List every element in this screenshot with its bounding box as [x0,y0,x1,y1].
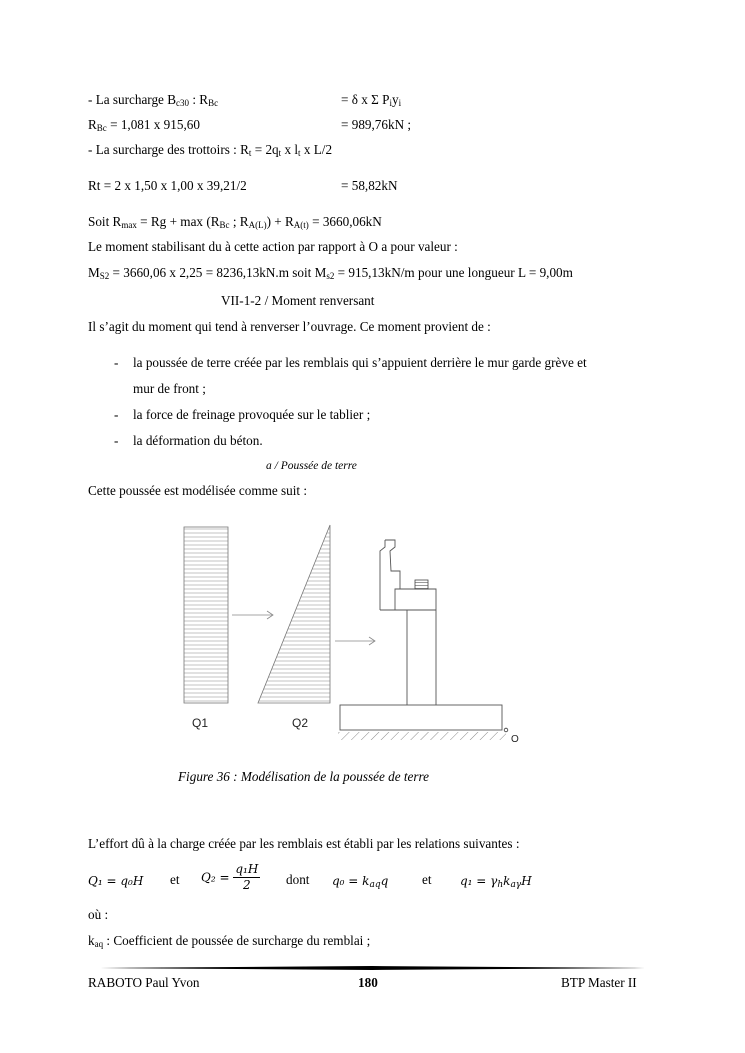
bullet-item: la poussée de terre créée par les remblais qui s’appuient derrière le mur garde grève et [133,355,587,370]
line-surcharge-trottoirs: - La surcharge des trottoirs : $R_t = 2q_t$ x $l_t$ x L/2 [88,142,333,158]
formula-et: et [422,872,432,887]
footer-course: BTP Master II [561,975,637,990]
formula-q2: Q₂ = $\frac{\text{q₁H}}{2}$ [201,862,259,892]
effort-paragraph: L’effort dû à la charge créée par les remblais est établi par les relations suivantes : [88,836,520,851]
formula-q1-def: $q_1 = \gamma_hk_{a\gamma}H$ [460,874,532,890]
formula-q1: Q₁ = q₀H [88,874,144,888]
earth-pressure-figure [170,515,545,760]
line-rbc-result: = 989,76kN ; [341,117,412,132]
where-label: où : [88,907,109,922]
formula-et: et [170,872,180,887]
intro-paragraph: Il s’agit du moment qui tend à renverser l’ouvrage. Ce moment provient de : [88,319,491,334]
bullet-dash: - [114,355,119,370]
bullet-item: la force de freinage provoquée sur le tablier ; [133,407,371,422]
kaq-definition: $k_{aq}$ : Coefficient de poussée de surcharge du remblai ; [88,933,371,949]
label-o: O [511,734,519,745]
line-surcharge-bc30: - La surcharge $B_{c30}$ : $R_{Bc}$ [88,92,219,108]
abutment-section [340,540,502,730]
earth-pressure-diagram [170,515,545,760]
section-heading: VII-1-2 / Moment renversant [221,293,375,308]
line-rt-calc: Rt = 2 x 1,50 x 1,00 x 39,21/2 [88,178,247,193]
point-o-marker [504,728,508,732]
line-moment-stabilisant: Le moment stabilisant du à cette action par rapport à O a pour valeur : [88,239,458,254]
formula-q0: $q_0 = k_{aq}q$ [332,874,389,890]
formula-dont: dont [286,872,310,887]
page-number: 180 [358,975,378,990]
footer-author: RABOTO Paul Yvon [88,975,200,990]
q2-triangular-load [258,525,330,703]
bullet-item: la déformation du béton. [133,433,263,448]
subheading: a / Poussée de terre [266,460,357,472]
arrow-icon [232,611,273,619]
label-q2: Q2 [292,716,309,730]
bullet-item-continued: mur de front ; [133,381,206,396]
line-ms2: $M_{S2} = 3660,06$ x 2,25 = 8236,13kN.m soit $M_{s2} = 915,13kN/m$ pour une longueur L = 9,00m [88,265,573,281]
arrow-icon [335,637,375,645]
q1-uniform-load [184,527,228,703]
line-rmax: Soit $R_{max} = Rg + \max (R_{Bc}$ ; $R_{A(L)}) + R_{A(t)} = 3660,06kN$ [88,214,382,230]
bullet-dash: - [114,407,119,422]
figure-caption: Figure 36 : Modélisation de la poussée de terre [178,769,429,784]
bearing-pad [415,580,428,589]
ground-hatch [338,732,506,740]
model-text: Cette poussée est modélisée comme suit : [88,483,308,498]
line-surcharge-bc30-formula: = δ x Σ $P_iy_i$ [341,92,402,108]
footer-divider [100,966,645,970]
label-q1: Q1 [192,716,209,730]
line-rt-result: = 58,82kN [341,178,398,193]
bullet-dash: - [114,433,119,448]
line-rbc-calc: $R_{Bc} = 1,081$ x 915,60 [88,117,200,133]
